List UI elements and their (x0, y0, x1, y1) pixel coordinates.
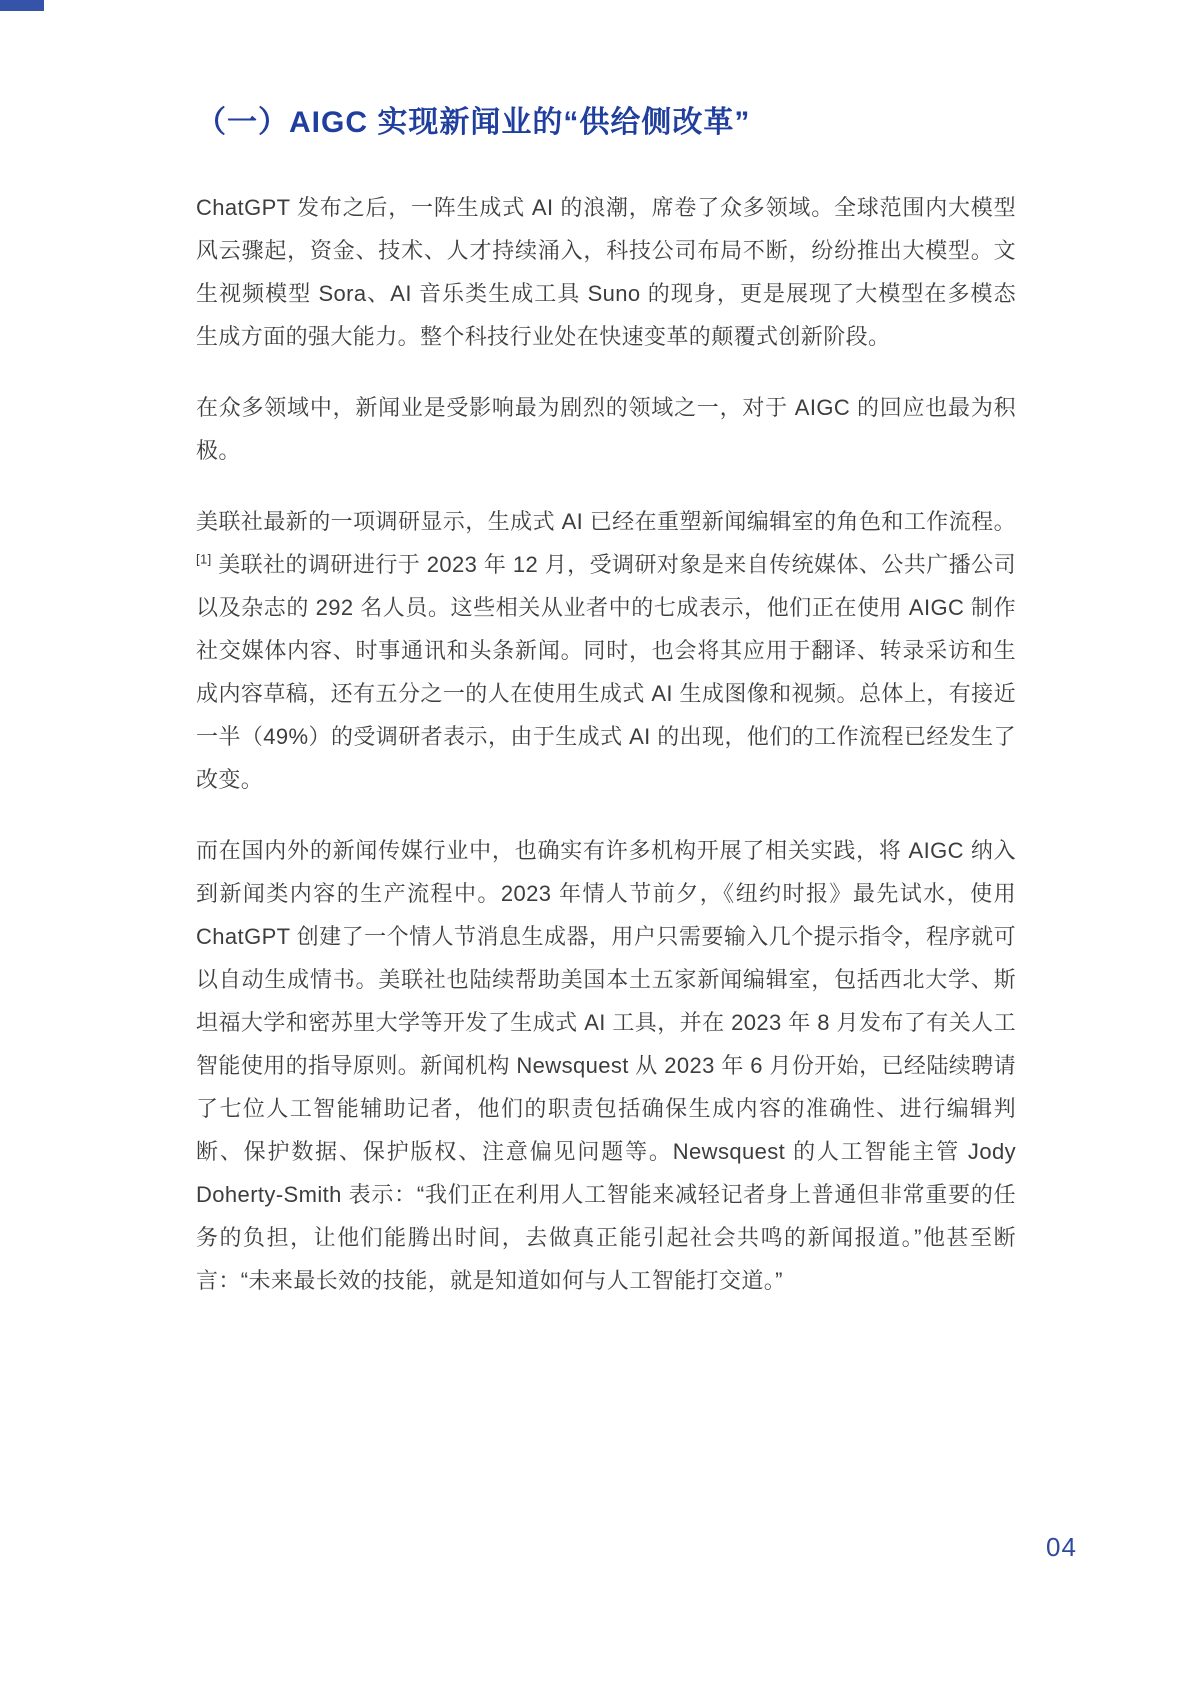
paragraph (196, 386, 1016, 472)
paragraph-text: 而在国内外的新闻传媒行业中，也确实有许多机构开展了相关实践，将 AIGC 纳入到新闻类内容的生产流程中。2023 年情人节前夕，《纽约时报》最先试水，使用 ChatGPT 创建了一个情人节消息生成器，用户只需要输入几个提示指令，程序就可以自动生成情书。美联社也陆续帮助美国本土五家新闻编辑室，包括西北大学、斯坦福大学和密苏里大学等开发了生成式 AI 工具，并在 2023 年 8 月发布了有关人工智能使用的指导原则。新闻机构 Newsquest 从 2023 年 6 月份开始，已经陆续聘请了七位人工智能辅助记者，他们的职责包括确保生成内容的准确性、进行编辑判断、保护数据、保护版权、注意偏见问题等。Newsquest 的人工智能主管 Jody Doherty-Smith 表示：“我们正在利用人工智能来减轻记者身上普通但非常重要的任务的负担，让他们能腾出时间，去做真正能引起社会共鸣的新闻报道。”他甚至断言：“未来最长效的技能，就是知道如何与人工智能打交道。” (196, 838, 1016, 1293)
paragraph (196, 829, 1016, 1302)
paragraph-text: 在众多领域中，新闻业是受影响最为剧烈的领域之一，对于 AIGC 的回应也最为积极。 (196, 395, 1016, 463)
footnote-marker: [1] (196, 551, 212, 567)
section-heading: （一）AIGC 实现新闻业的“供给侧改革” (196, 106, 751, 139)
paragraph (196, 500, 1016, 801)
page-number: 04 (1046, 1532, 1077, 1562)
paragraph-text: ChatGPT 发布之后，一阵生成式 AI 的浪潮，席卷了众多领域。全球范围内大模型风云骤起，资金、技术、人才持续涌入，科技公司布局不断，纷纷推出大模型。文生视频模型 Sora、AI 音乐类生成工具 Suno 的现身，更是展现了大模型在多模态生成方面的强大能力。整个科技行业处在快速变革的颠覆式创新阶段。 (196, 195, 1016, 349)
paragraph-text: 美联社的调研进行于 2023 年 12 月，受调研对象是来自传统媒体、公共广播公司以及杂志的 292 名人员。这些相关从业者中的七成表示，他们正在使用 AIGC 制作社交媒体内容、时事通讯和头条新闻。同时，也会将其应用于翻译、转录采访和生成内容草稿，还有五分之一的人在使用生成式 AI 生成图像和视频。总体上，有接近一半（49%）的受调研者表示，由于生成式 AI 的出现，他们的工作流程已经发生了改变。 (196, 552, 1016, 792)
body-text (196, 186, 1016, 1302)
corner-accent-bar (0, 0, 44, 11)
paragraph-text: 美联社最新的一项调研显示，生成式 AI 已经在重塑新闻编辑室的角色和工作流程。 (196, 509, 1016, 534)
page-content (196, 103, 1016, 1302)
paragraph (196, 186, 1016, 358)
